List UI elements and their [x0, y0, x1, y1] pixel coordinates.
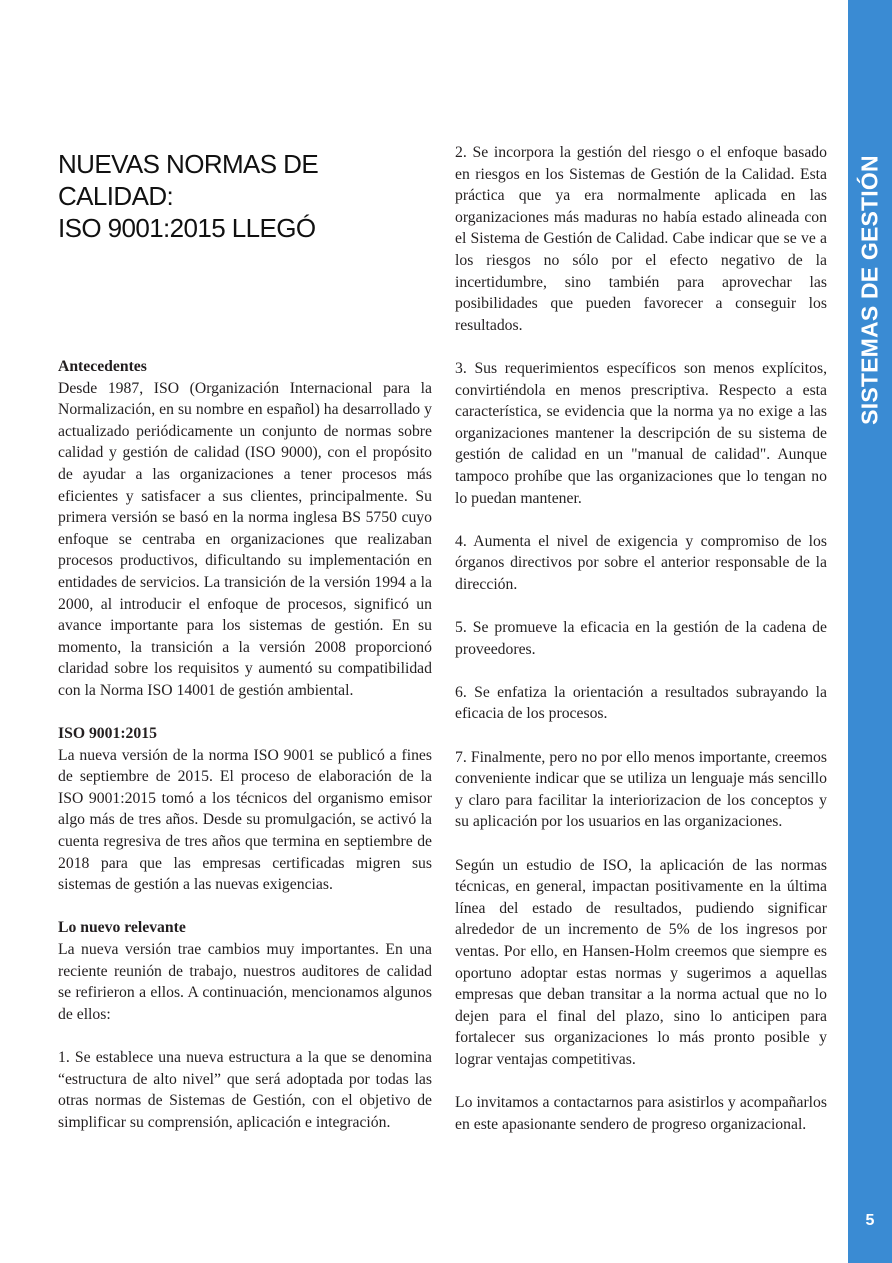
nuevo-heading: Lo nuevo relevante	[58, 919, 186, 937]
iso-heading: ISO 9001:2015	[58, 725, 157, 743]
section-iso-9001-2015	[58, 723, 432, 896]
section-label: SISTEMAS DE GESTIÓN	[856, 155, 883, 425]
antecedentes-text: Desde 1987, ISO (Organización Internacional para la Normalización, en su nombre en español) ha desarrollado y actualizado periódicamente un conjunto de normas sobre calidad y gestión de calidad (ISO 9000), con el propósito de ayudar a las organizaciones a tener procesos más eficientes y satisfacer a sus clientes, principalmente. Su primera versión se basó en la norma inglesa BS 5750 cuyo enfoque se centraba en organizaciones que realizaban procesos productivos, dificultando su implementación en entidades de servicios. La transición de la versión 1994 a la 2000, al introducir el enfoque de procesos, significó un avance importante para los sistemas de gestión. En su momento, la transición a la versión 2008 proporcionó claridad sobre los requisitos y aumentó su compatibilidad con la Norma ISO 14001 de gestión ambiental.	[58, 379, 432, 699]
page-title	[58, 148, 438, 244]
point-4: 4. Aumenta el nivel de exigencia y compromiso de los órganos directivos por sobre el anterior responsable de la dirección.	[455, 532, 827, 593]
point-3: 3. Sus requerimientos específicos son menos explícitos, convirtiéndola en menos prescriptiva. Respecto a esta característica, se evidencia que la norma ya no exige a las organizaciones mantener la descripción de su sistema de gestión de calidad en un "manual de calidad". Aunque tampoco prohíbe que las organizaciones que lo tengan no lo puedan mantener.	[455, 359, 827, 507]
left-column	[58, 356, 432, 1155]
page-title-line-1: NUEVAS NORMAS DE CALIDAD:	[58, 149, 319, 211]
point-7: 7. Finalmente, pero no por ello menos importante, creemos conveniente indicar que se utiliza un lenguaje más sencillo y claro para facilitar la interiorizacion de los conceptos y su aplicación por los usuarios en las organizaciones.	[455, 748, 827, 831]
point-1: 1. Se establece una nueva estructura a la que se denomina “estructura de alto nivel” que será adoptada por todas las otras normas de Sistemas de Gestión, con el objetivo de simplificar su comprensión, aplicación e integración.	[58, 1049, 432, 1131]
point-2: 2. Se incorpora la gestión del riesgo o el enfoque basado en riesgos en los Sistemas de Gestión de la Calidad. Esta práctica que ya era normalmente aplicada en las organizaciones más maduras no había estado alineada con el Sistema de Gestión de Calidad. Cabe indicar que se ve a los riesgos no sólo por el efecto negativo de la incertidumbre, sino también para aprovechar las posibilidades que pueden favorecer a conseguir los resultados.	[455, 144, 827, 334]
point-6: 6. Se enfatiza la orientación a resultados subrayando la eficacia de los procesos.	[455, 683, 827, 723]
section-lo-nuevo-relevante	[58, 917, 432, 1025]
iso-text: La nueva versión de la norma ISO 9001 se publicó a fines de septiembre de 2015. El proceso de elaboración de la ISO 9001:2015 tomó a los técnicos del organismo emisor algo más de tres años. Desde su promulgación, se activó la cuenta regresiva de tres años que termina en septiembre de 2018 para que las empresas certificadas migren sus sistemas de gestión a las nuevas exigencias.	[58, 746, 432, 894]
point-5: 5. Se promueve la eficacia en la gestión de la cadena de proveedores.	[455, 619, 827, 658]
iso-study-paragraph: Según un estudio de ISO, la aplicación de las normas técnicas, en general, impactan positivamente en la última línea del estado de resultados, pudiendo significar alrededor de un incremento de 5% de los ingresos por ventas. Por ello, en Hansen-Holm creemos que siempre es oportuno adoptar estas normas y sugerimos a aquellas empresas que deban transitar a la norma actual que no lo dejen para el final del plazo, sino lo anticipen para fortalecer sus organizaciones lo más pronto posible y lograr ventajas competitivas.	[455, 856, 827, 1068]
closing-paragraph: Lo invitamos a contactarnos para asistirlos y acompañarlos en este apasionante sendero de progreso organizacional.	[455, 1094, 827, 1133]
nuevo-text: La nueva versión trae cambios muy importantes. En una reciente reunión de trabajo, nuestros auditores de calidad se refirieron a ellos. A continuación, mencionamos algunos de ellos:	[58, 941, 432, 1023]
right-column	[455, 142, 827, 1157]
page-title-line-2: ISO 9001:2015 LLEGÓ	[58, 213, 316, 243]
page-number: 5	[865, 1212, 875, 1229]
section-antecedentes	[58, 356, 432, 702]
antecedentes-heading: Antecedentes	[58, 358, 147, 375]
